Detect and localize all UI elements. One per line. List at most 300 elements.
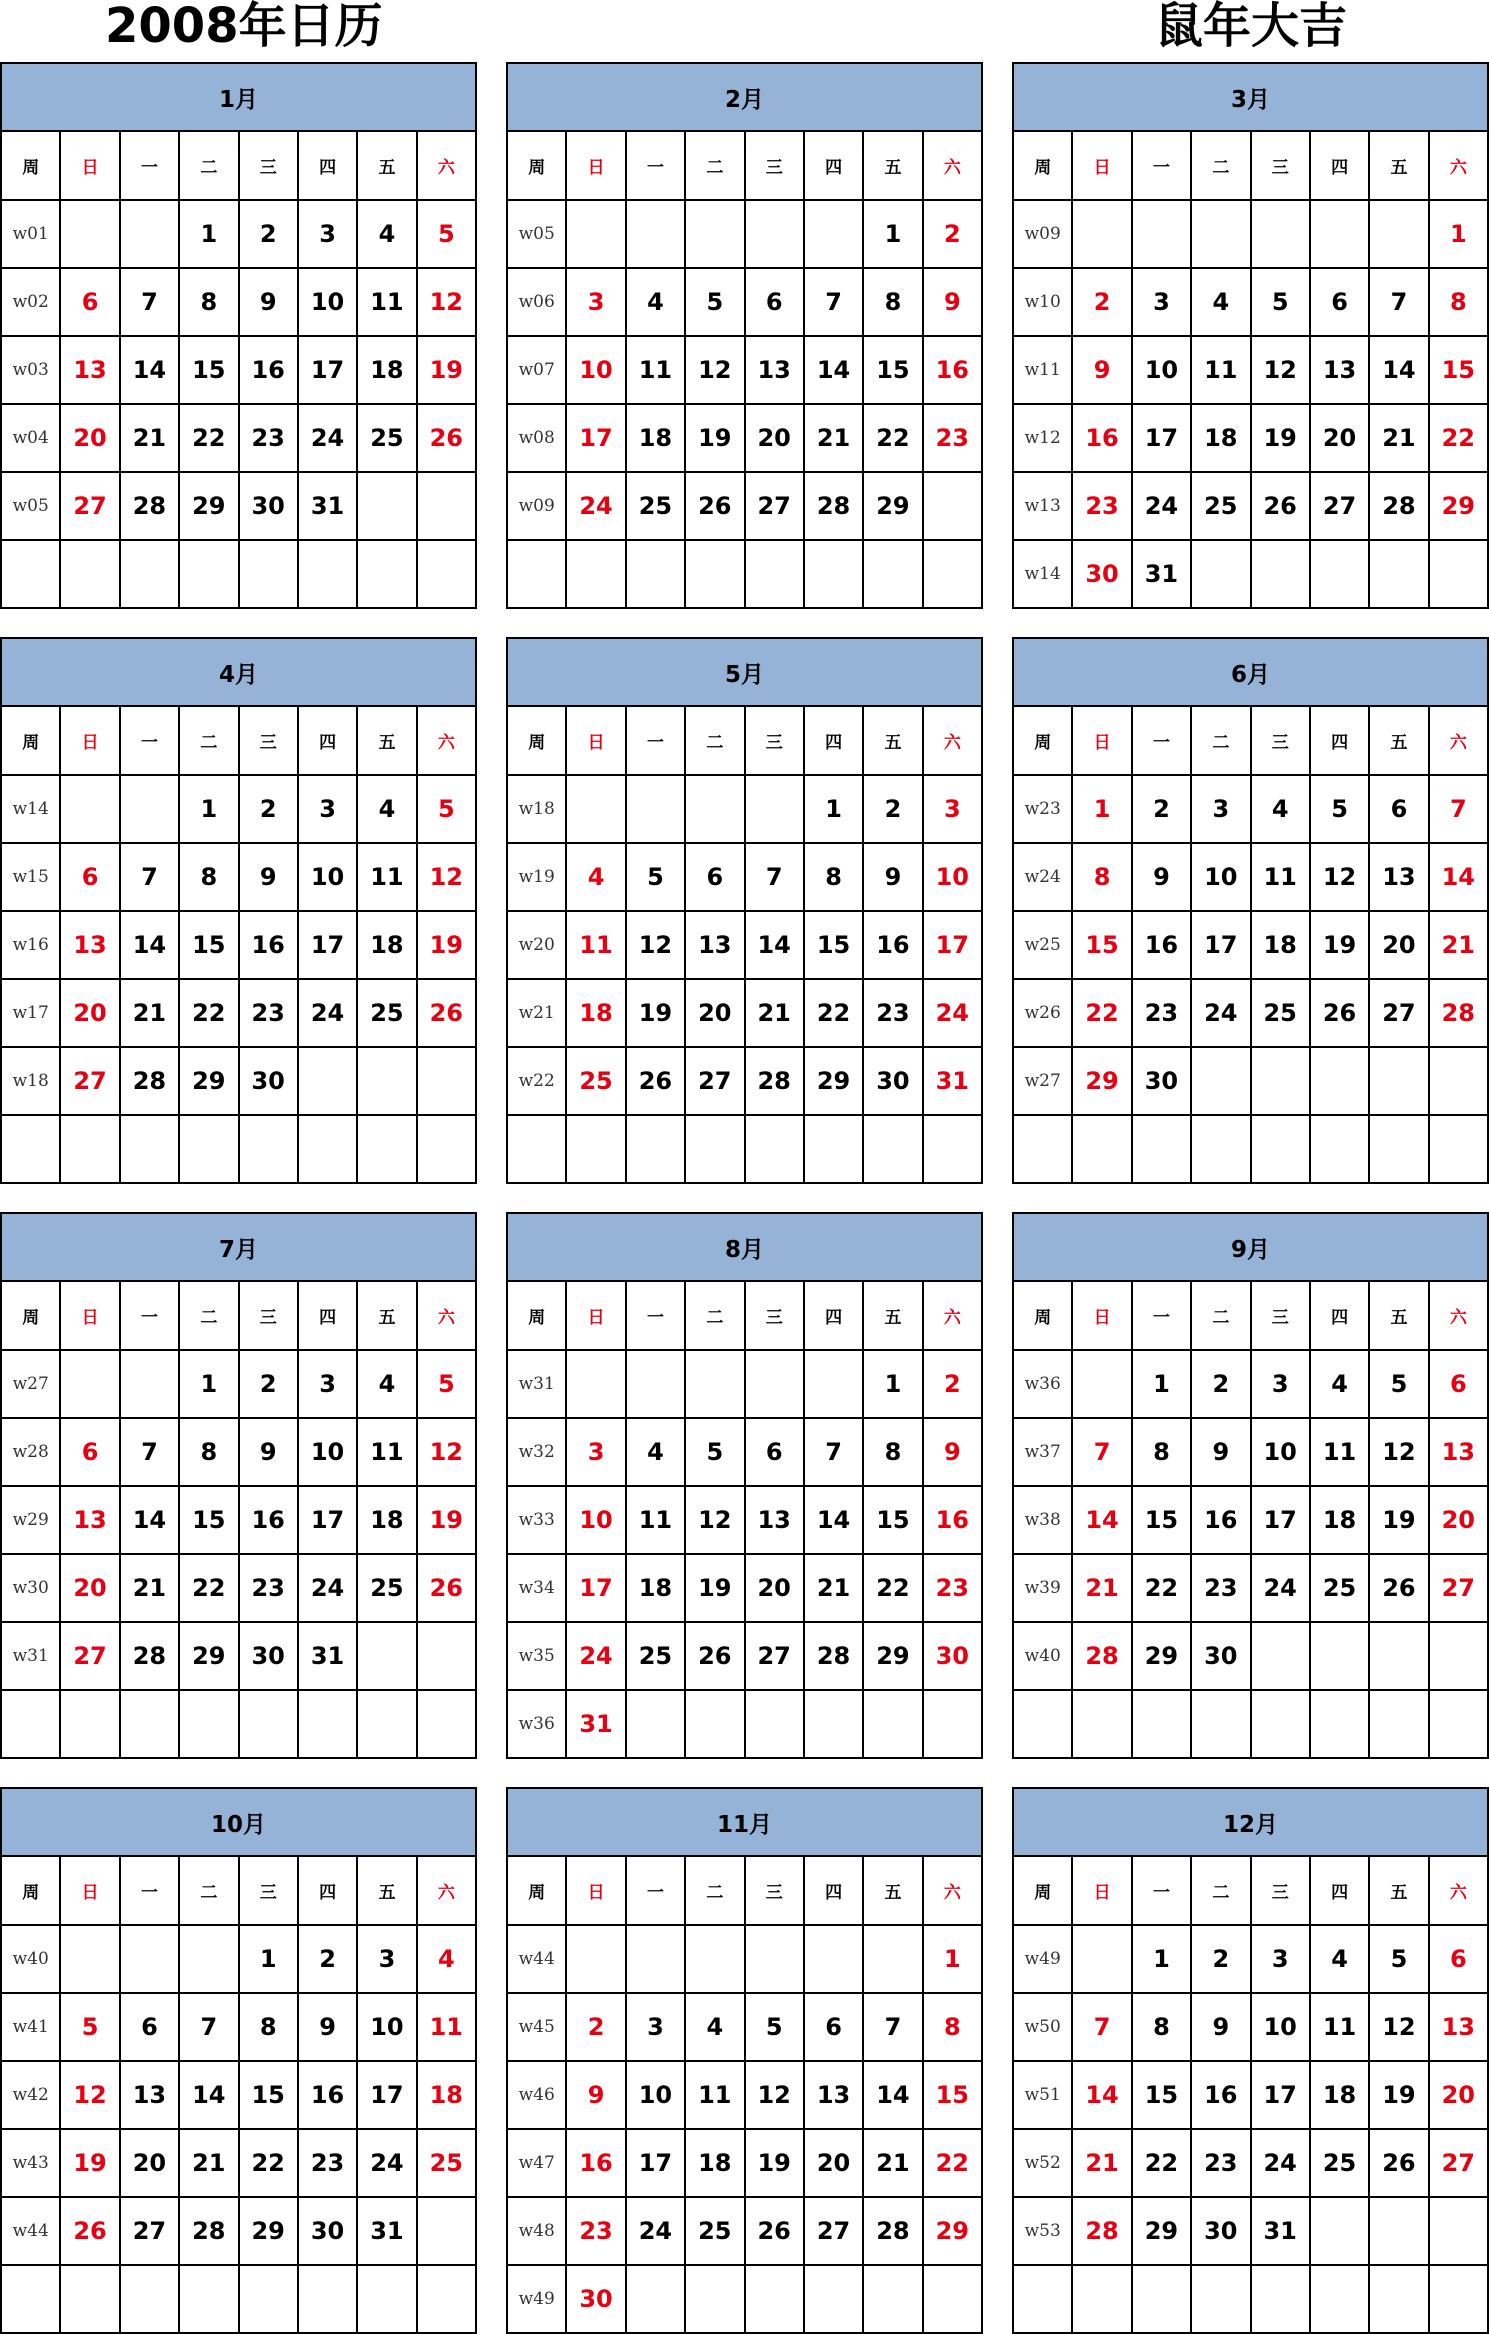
day-cell: 22 xyxy=(1429,404,1488,472)
day-cell: 8 xyxy=(804,843,863,911)
day-cell xyxy=(120,1690,179,1758)
day-cell xyxy=(1429,540,1488,608)
day-cell xyxy=(745,200,804,268)
day-cell: 20 xyxy=(804,2129,863,2197)
week-number: w07 xyxy=(507,336,566,404)
weekday-label: 五 xyxy=(1369,706,1428,775)
day-cell: 1 xyxy=(863,1350,922,1418)
day-cell: 7 xyxy=(120,843,179,911)
week-column-label: 周 xyxy=(507,131,566,200)
day-cell xyxy=(60,540,119,608)
week-row xyxy=(1,336,476,404)
week-row xyxy=(1013,775,1488,843)
week-number: w19 xyxy=(507,843,566,911)
weekday-label: 一 xyxy=(120,706,179,775)
week-row xyxy=(507,472,982,540)
day-cell: 26 xyxy=(417,1554,476,1622)
week-number: w49 xyxy=(507,2265,566,2333)
day-cell: 12 xyxy=(745,2061,804,2129)
day-cell: 29 xyxy=(923,2197,982,2265)
day-cell xyxy=(357,472,416,540)
day-cell: 12 xyxy=(1310,843,1369,911)
week-number: w45 xyxy=(507,1993,566,2061)
week-row xyxy=(1,540,476,608)
day-cell xyxy=(1251,540,1310,608)
day-cell: 14 xyxy=(120,911,179,979)
day-cell: 16 xyxy=(1191,1486,1250,1554)
day-cell: 12 xyxy=(1369,1993,1428,2061)
week-number: w18 xyxy=(1,1047,60,1115)
day-cell: 12 xyxy=(1369,1418,1428,1486)
weekday-header-row xyxy=(1,131,476,200)
day-cell: 1 xyxy=(179,775,238,843)
day-cell: 15 xyxy=(863,336,922,404)
day-cell: 24 xyxy=(298,979,357,1047)
month-calendar xyxy=(1012,1212,1489,1759)
day-cell: 14 xyxy=(1429,843,1488,911)
week-number: w14 xyxy=(1,775,60,843)
day-cell: 9 xyxy=(566,2061,625,2129)
day-cell: 25 xyxy=(357,404,416,472)
month-calendar xyxy=(506,1212,983,1759)
day-cell: 30 xyxy=(1072,540,1131,608)
weekday-label: 三 xyxy=(1251,131,1310,200)
day-cell xyxy=(1191,1690,1250,1758)
weekday-label: 四 xyxy=(1310,1281,1369,1350)
day-cell: 5 xyxy=(626,843,685,911)
day-cell: 8 xyxy=(1429,268,1488,336)
week-number: w05 xyxy=(1,472,60,540)
weekday-label: 六 xyxy=(417,1281,476,1350)
day-cell: 28 xyxy=(804,472,863,540)
day-cell: 10 xyxy=(1251,1418,1310,1486)
day-cell xyxy=(1369,1047,1428,1115)
day-cell: 29 xyxy=(863,1622,922,1690)
week-row xyxy=(1,472,476,540)
day-cell: 18 xyxy=(566,979,625,1047)
day-cell: 13 xyxy=(1429,1993,1488,2061)
day-cell: 29 xyxy=(804,1047,863,1115)
day-cell xyxy=(863,1115,922,1183)
day-cell: 10 xyxy=(626,2061,685,2129)
day-cell: 9 xyxy=(923,268,982,336)
week-number xyxy=(1,1690,60,1758)
day-cell: 26 xyxy=(1310,979,1369,1047)
day-cell: 23 xyxy=(239,979,298,1047)
day-cell: 27 xyxy=(60,1047,119,1115)
day-cell: 4 xyxy=(1251,775,1310,843)
day-cell: 6 xyxy=(1429,1925,1488,1993)
day-cell: 14 xyxy=(745,911,804,979)
week-number: w29 xyxy=(1,1486,60,1554)
week-row xyxy=(1013,1622,1488,1690)
day-cell: 20 xyxy=(1310,404,1369,472)
day-cell: 17 xyxy=(298,1486,357,1554)
day-cell: 28 xyxy=(804,1622,863,1690)
day-cell xyxy=(804,1690,863,1758)
month-title: 7月 xyxy=(1,1213,476,1281)
day-cell: 4 xyxy=(685,1993,744,2061)
week-row xyxy=(1,1622,476,1690)
day-cell xyxy=(685,2265,744,2333)
day-cell xyxy=(179,1925,238,1993)
day-cell xyxy=(1310,2197,1369,2265)
week-number: w35 xyxy=(507,1622,566,1690)
day-cell: 7 xyxy=(1072,1993,1131,2061)
day-cell xyxy=(417,540,476,608)
day-cell xyxy=(1310,1690,1369,1758)
day-cell: 13 xyxy=(1310,336,1369,404)
month-calendar xyxy=(0,637,477,1184)
day-cell xyxy=(1369,200,1428,268)
day-cell xyxy=(179,1690,238,1758)
day-cell xyxy=(357,1690,416,1758)
day-cell: 2 xyxy=(923,200,982,268)
day-cell: 18 xyxy=(626,404,685,472)
day-cell xyxy=(1251,2265,1310,2333)
day-cell xyxy=(863,2265,922,2333)
day-cell xyxy=(1191,2265,1250,2333)
day-cell: 7 xyxy=(745,843,804,911)
day-cell xyxy=(239,1690,298,1758)
week-number: w08 xyxy=(507,404,566,472)
weekday-label: 四 xyxy=(298,1856,357,1925)
week-row xyxy=(1013,2197,1488,2265)
weekday-label: 五 xyxy=(357,706,416,775)
weekday-label: 一 xyxy=(626,131,685,200)
week-number: w11 xyxy=(1013,336,1072,404)
day-cell xyxy=(626,2265,685,2333)
day-cell: 24 xyxy=(357,2129,416,2197)
day-cell: 11 xyxy=(357,1418,416,1486)
weekday-label: 五 xyxy=(357,1281,416,1350)
day-cell: 29 xyxy=(179,472,238,540)
day-cell xyxy=(863,1690,922,1758)
day-cell: 3 xyxy=(357,1925,416,1993)
day-cell: 13 xyxy=(120,2061,179,2129)
day-cell xyxy=(120,775,179,843)
day-cell xyxy=(1369,1115,1428,1183)
day-cell: 16 xyxy=(239,336,298,404)
week-row xyxy=(1013,911,1488,979)
day-cell: 24 xyxy=(1132,472,1191,540)
day-cell: 2 xyxy=(239,200,298,268)
weekday-label: 日 xyxy=(60,706,119,775)
day-cell: 5 xyxy=(417,1350,476,1418)
day-cell: 22 xyxy=(239,2129,298,2197)
day-cell: 9 xyxy=(298,1993,357,2061)
week-number xyxy=(1013,1690,1072,1758)
weekday-label: 六 xyxy=(1429,1281,1488,1350)
weekday-header-row xyxy=(1013,706,1488,775)
day-cell: 19 xyxy=(417,1486,476,1554)
day-cell xyxy=(120,1115,179,1183)
week-number: w48 xyxy=(507,2197,566,2265)
day-cell: 14 xyxy=(1072,2061,1131,2129)
weekday-label: 三 xyxy=(745,1856,804,1925)
day-cell: 9 xyxy=(1072,336,1131,404)
day-cell: 1 xyxy=(863,200,922,268)
month-calendar xyxy=(0,1787,477,2334)
day-cell xyxy=(417,1047,476,1115)
day-cell xyxy=(120,1925,179,1993)
day-cell: 23 xyxy=(1132,979,1191,1047)
day-cell: 18 xyxy=(1251,911,1310,979)
weekday-label: 一 xyxy=(1132,131,1191,200)
day-cell: 3 xyxy=(566,268,625,336)
day-cell: 16 xyxy=(1191,2061,1250,2129)
month-title: 12月 xyxy=(1013,1788,1488,1856)
month-calendar xyxy=(1012,1787,1489,2334)
day-cell xyxy=(863,1925,922,1993)
weekday-label: 四 xyxy=(804,1856,863,1925)
day-cell: 17 xyxy=(566,1554,625,1622)
day-cell: 11 xyxy=(566,911,625,979)
day-cell: 20 xyxy=(1369,911,1428,979)
day-cell xyxy=(417,472,476,540)
day-cell: 22 xyxy=(863,404,922,472)
day-cell: 6 xyxy=(1310,268,1369,336)
day-cell: 19 xyxy=(60,2129,119,2197)
weekday-label: 四 xyxy=(804,1281,863,1350)
day-cell: 27 xyxy=(745,472,804,540)
weekday-label: 三 xyxy=(745,706,804,775)
day-cell xyxy=(1310,2265,1369,2333)
day-cell: 8 xyxy=(923,1993,982,2061)
day-cell xyxy=(626,1690,685,1758)
day-cell: 19 xyxy=(417,911,476,979)
weekday-label: 四 xyxy=(1310,706,1369,775)
day-cell: 20 xyxy=(120,2129,179,2197)
day-cell: 29 xyxy=(1429,472,1488,540)
day-cell: 26 xyxy=(1369,1554,1428,1622)
week-column-label: 周 xyxy=(507,706,566,775)
week-row xyxy=(1,1690,476,1758)
day-cell: 23 xyxy=(239,1554,298,1622)
day-cell: 13 xyxy=(60,1486,119,1554)
day-cell xyxy=(298,1690,357,1758)
day-cell: 20 xyxy=(685,979,744,1047)
day-cell: 25 xyxy=(1251,979,1310,1047)
day-cell: 20 xyxy=(1429,1486,1488,1554)
day-cell xyxy=(1132,200,1191,268)
day-cell: 19 xyxy=(1369,2061,1428,2129)
month-title: 4月 xyxy=(1,638,476,706)
day-cell: 4 xyxy=(417,1925,476,1993)
week-row xyxy=(1,843,476,911)
day-cell: 7 xyxy=(804,1418,863,1486)
day-cell xyxy=(745,775,804,843)
week-row xyxy=(507,2197,982,2265)
week-row xyxy=(507,1925,982,1993)
day-cell: 22 xyxy=(179,404,238,472)
week-number: w27 xyxy=(1,1350,60,1418)
day-cell: 5 xyxy=(60,1993,119,2061)
day-cell: 22 xyxy=(179,979,238,1047)
day-cell: 11 xyxy=(1251,843,1310,911)
day-cell xyxy=(1072,2265,1131,2333)
day-cell: 27 xyxy=(60,1622,119,1690)
day-cell xyxy=(120,540,179,608)
week-number xyxy=(1013,2265,1072,2333)
day-cell: 21 xyxy=(863,2129,922,2197)
day-cell: 10 xyxy=(1191,843,1250,911)
day-cell: 11 xyxy=(1191,336,1250,404)
day-cell xyxy=(120,200,179,268)
day-cell: 29 xyxy=(1132,2197,1191,2265)
day-cell: 27 xyxy=(1310,472,1369,540)
day-cell: 23 xyxy=(923,404,982,472)
day-cell: 30 xyxy=(863,1047,922,1115)
week-row xyxy=(507,404,982,472)
day-cell: 12 xyxy=(685,336,744,404)
week-row xyxy=(1013,540,1488,608)
weekday-label: 二 xyxy=(1191,1856,1250,1925)
day-cell: 6 xyxy=(804,1993,863,2061)
week-number: w33 xyxy=(507,1486,566,1554)
day-cell: 30 xyxy=(298,2197,357,2265)
day-cell: 27 xyxy=(804,2197,863,2265)
day-cell: 17 xyxy=(626,2129,685,2197)
day-cell: 18 xyxy=(1191,404,1250,472)
weekday-label: 日 xyxy=(566,1856,625,1925)
day-cell: 18 xyxy=(1310,1486,1369,1554)
day-cell: 29 xyxy=(239,2197,298,2265)
day-cell: 7 xyxy=(179,1993,238,2061)
day-cell xyxy=(1072,1690,1131,1758)
weekday-label: 二 xyxy=(685,131,744,200)
day-cell xyxy=(923,2265,982,2333)
week-row xyxy=(507,2061,982,2129)
day-cell: 17 xyxy=(1251,2061,1310,2129)
day-cell: 23 xyxy=(923,1554,982,1622)
week-number: w10 xyxy=(1013,268,1072,336)
weekday-label: 二 xyxy=(685,1281,744,1350)
day-cell: 3 xyxy=(298,200,357,268)
day-cell xyxy=(1191,1115,1250,1183)
week-row xyxy=(507,1622,982,1690)
month-calendar xyxy=(506,1787,983,2334)
weekday-label: 五 xyxy=(863,706,922,775)
day-cell: 15 xyxy=(1429,336,1488,404)
day-cell xyxy=(239,540,298,608)
week-column-label: 周 xyxy=(507,1856,566,1925)
weekday-label: 三 xyxy=(239,131,298,200)
week-number: w12 xyxy=(1013,404,1072,472)
weekday-label: 四 xyxy=(298,1281,357,1350)
week-number: w02 xyxy=(1,268,60,336)
page-subtitle: 鼠年大吉 xyxy=(1154,0,1347,54)
day-cell: 4 xyxy=(566,843,625,911)
day-cell xyxy=(1072,1350,1131,1418)
week-row xyxy=(1013,1486,1488,1554)
week-number: w53 xyxy=(1013,2197,1072,2265)
day-cell: 2 xyxy=(298,1925,357,1993)
day-cell: 31 xyxy=(923,1047,982,1115)
weekday-label: 三 xyxy=(239,1281,298,1350)
week-row xyxy=(507,268,982,336)
week-row xyxy=(1,775,476,843)
day-cell: 11 xyxy=(1310,1418,1369,1486)
day-cell: 24 xyxy=(1251,1554,1310,1622)
weekday-label: 日 xyxy=(566,131,625,200)
week-number: w40 xyxy=(1,1925,60,1993)
day-cell xyxy=(120,2265,179,2333)
week-row xyxy=(1,1115,476,1183)
week-row xyxy=(1,200,476,268)
day-cell: 16 xyxy=(239,1486,298,1554)
month-title: 1月 xyxy=(1,63,476,131)
day-cell: 15 xyxy=(239,2061,298,2129)
day-cell xyxy=(745,1115,804,1183)
day-cell: 15 xyxy=(863,1486,922,1554)
week-number: w14 xyxy=(1013,540,1072,608)
day-cell xyxy=(685,1350,744,1418)
week-row xyxy=(507,911,982,979)
day-cell: 17 xyxy=(923,911,982,979)
weekday-label: 三 xyxy=(745,1281,804,1350)
day-cell xyxy=(566,200,625,268)
week-row xyxy=(1,911,476,979)
month-title: 2月 xyxy=(507,63,982,131)
month-title: 5月 xyxy=(507,638,982,706)
week-number: w50 xyxy=(1013,1993,1072,2061)
weekday-label: 五 xyxy=(863,131,922,200)
week-row xyxy=(1013,843,1488,911)
week-number: w01 xyxy=(1,200,60,268)
day-cell: 3 xyxy=(1191,775,1250,843)
day-cell: 14 xyxy=(804,1486,863,1554)
day-cell: 5 xyxy=(685,268,744,336)
day-cell xyxy=(298,1115,357,1183)
day-cell xyxy=(745,1925,804,1993)
week-row xyxy=(507,540,982,608)
day-cell xyxy=(1369,1622,1428,1690)
day-cell: 26 xyxy=(60,2197,119,2265)
day-cell: 2 xyxy=(239,775,298,843)
day-cell: 10 xyxy=(566,1486,625,1554)
day-cell: 7 xyxy=(863,1993,922,2061)
weekday-label: 五 xyxy=(357,1856,416,1925)
day-cell: 19 xyxy=(685,404,744,472)
day-cell: 19 xyxy=(1310,911,1369,979)
day-cell: 17 xyxy=(357,2061,416,2129)
month-title: 6月 xyxy=(1013,638,1488,706)
day-cell xyxy=(417,1690,476,1758)
day-cell: 15 xyxy=(179,911,238,979)
day-cell xyxy=(1072,200,1131,268)
day-cell: 6 xyxy=(685,843,744,911)
day-cell xyxy=(566,775,625,843)
day-cell: 15 xyxy=(1132,2061,1191,2129)
week-row xyxy=(1013,404,1488,472)
day-cell: 3 xyxy=(298,775,357,843)
week-column-label: 周 xyxy=(1013,131,1072,200)
day-cell xyxy=(626,1925,685,1993)
day-cell: 18 xyxy=(626,1554,685,1622)
week-number: w06 xyxy=(507,268,566,336)
day-cell: 13 xyxy=(1369,843,1428,911)
day-cell xyxy=(804,1350,863,1418)
day-cell: 11 xyxy=(417,1993,476,2061)
day-cell xyxy=(1072,1115,1131,1183)
day-cell: 20 xyxy=(745,404,804,472)
day-cell xyxy=(1429,2197,1488,2265)
day-cell: 5 xyxy=(1369,1350,1428,1418)
day-cell xyxy=(60,775,119,843)
day-cell: 10 xyxy=(357,1993,416,2061)
week-number xyxy=(1,540,60,608)
